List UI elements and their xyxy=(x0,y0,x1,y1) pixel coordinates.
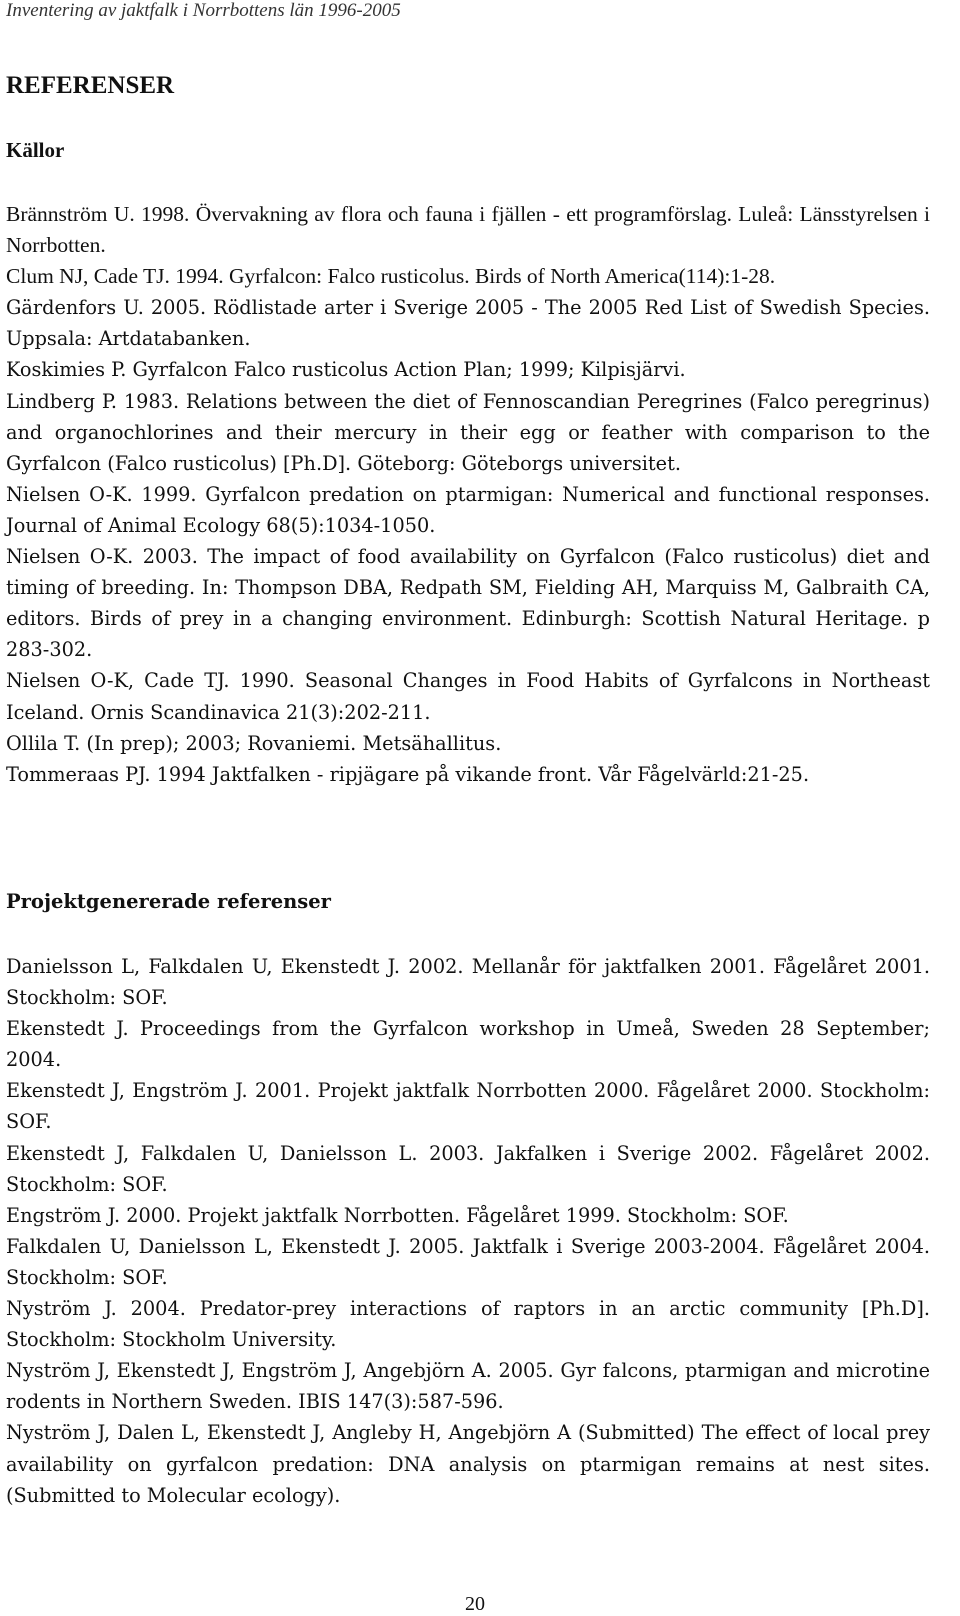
reference-entry: Ekenstedt J, Falkdalen U, Danielsson L. 2003. Jakfalken i Sverige 2002. Fågelåret 2002. Stockholm: SOF. xyxy=(6,1141,930,1196)
reference-entry: Clum NJ, Cade TJ. 1994. Gyrfalcon: Falco rusticolus. Birds of North America(114):1-28. xyxy=(6,264,776,289)
reference-entry: Nielsen O-K. 2003. The impact of food availability on Gyrfalcon (Falco rusticolus) diet and timing of breeding. In: Thompson DBA, Redpath SM, Fielding AH, Marquiss M, Galbraith CA, editors. Birds of prey in a changing environment. Edinburgh: Scottish Natural Heritage. p 283-302. xyxy=(6,545,930,662)
running-header: Inventering av jaktfalk i Norrbottens län 1996-2005 xyxy=(6,0,401,21)
reference-entry: Nyström J, Dalen L, Ekenstedt J, Angleby H, Angebjörn A (Submitted) The effect of local prey availability on gyrfalcon predation: DNA analysis on ptarmigan remains at nest sites. (Submitted to Molecular ecology). xyxy=(6,1421,930,1507)
reference-entry: Nyström J. 2004. Predator-prey interactions of raptors in an arctic community [Ph.D]. Stockholm: Stockholm University. xyxy=(6,1297,930,1352)
sources-list xyxy=(6,199,930,790)
project-references-heading: Projektgenererade referenser xyxy=(6,890,331,913)
reference-entry: Nielsen O-K. 1999. Gyrfalcon predation on ptarmigan: Numerical and functional responses. Journal of Animal Ecology 68(5):1034-1050. xyxy=(6,482,930,537)
reference-entry: Falkdalen U, Danielsson L, Ekenstedt J. 2005. Jaktfalk i Sverige 2003-2004. Fågelåret 2004. Stockholm: SOF. xyxy=(6,1234,930,1289)
reference-entry: Nielsen O-K, Cade TJ. 1990. Seasonal Changes in Food Habits of Gyrfalcons in Northeast Iceland. Ornis Scandinavica 21(3):202-211. xyxy=(6,669,930,724)
sources-heading: Källor xyxy=(6,138,65,162)
reference-entry: Brännström U. 1998. Övervakning av flora och fauna i fjällen - ett programförslag. Luleå: Länsstyrelsen i Norrbotten. xyxy=(6,202,930,258)
reference-entry: Ekenstedt J. Proceedings from the Gyrfalcon workshop in Umeå, Sweden 28 September; 2004. xyxy=(6,1017,930,1072)
reference-entry: Lindberg P. 1983. Relations between the diet of Fennoscandian Peregrines (Falco peregrinus) and organochlorines and their mercury in their egg or feather with comparison to the Gyrfalcon (Falco rusticolus) [Ph.D]. Göteborg: Göteborgs universitet. xyxy=(6,389,930,475)
reference-entry: Tommeraas PJ. 1994 Jaktfalken - ripjägare på vikande front. Vår Fågelvärld:21-25. xyxy=(6,762,810,786)
reference-entry: Danielsson L, Falkdalen U, Ekenstedt J. 2002. Mellanår för jaktfalken 2001. Fågelåret 2001. Stockholm: SOF. xyxy=(6,955,930,1010)
section-title: REFERENSER xyxy=(6,72,175,99)
reference-entry: Ollila T. (In prep); 2003; Rovaniemi. Metsähallitus. xyxy=(6,731,502,755)
reference-entry: Gärdenfors U. 2005. Rödlistade arter i Sverige 2005 - The 2005 Red List of Swedish Species. Uppsala: Artdatabanken. xyxy=(6,296,930,351)
reference-entry: Engström J. 2000. Projekt jaktfalk Norrbotten. Fågelåret 1999. Stockholm: SOF. xyxy=(6,1203,789,1227)
reference-entry: Koskimies P. Gyrfalcon Falco rusticolus Action Plan; 1999; Kilpisjärvi. xyxy=(6,358,686,382)
reference-entry: Nyström J, Ekenstedt J, Engström J, Angebjörn A. 2005. Gyr falcons, ptarmigan and microtine rodents in Northern Sweden. IBIS 147(3):587-596. xyxy=(6,1359,930,1414)
project-references-list xyxy=(6,951,930,1511)
reference-entry: Ekenstedt J, Engström J. 2001. Projekt jaktfalk Norrbotten 2000. Fågelåret 2000. Stockholm: SOF. xyxy=(6,1079,930,1134)
page-number: 20 xyxy=(465,1593,485,1615)
